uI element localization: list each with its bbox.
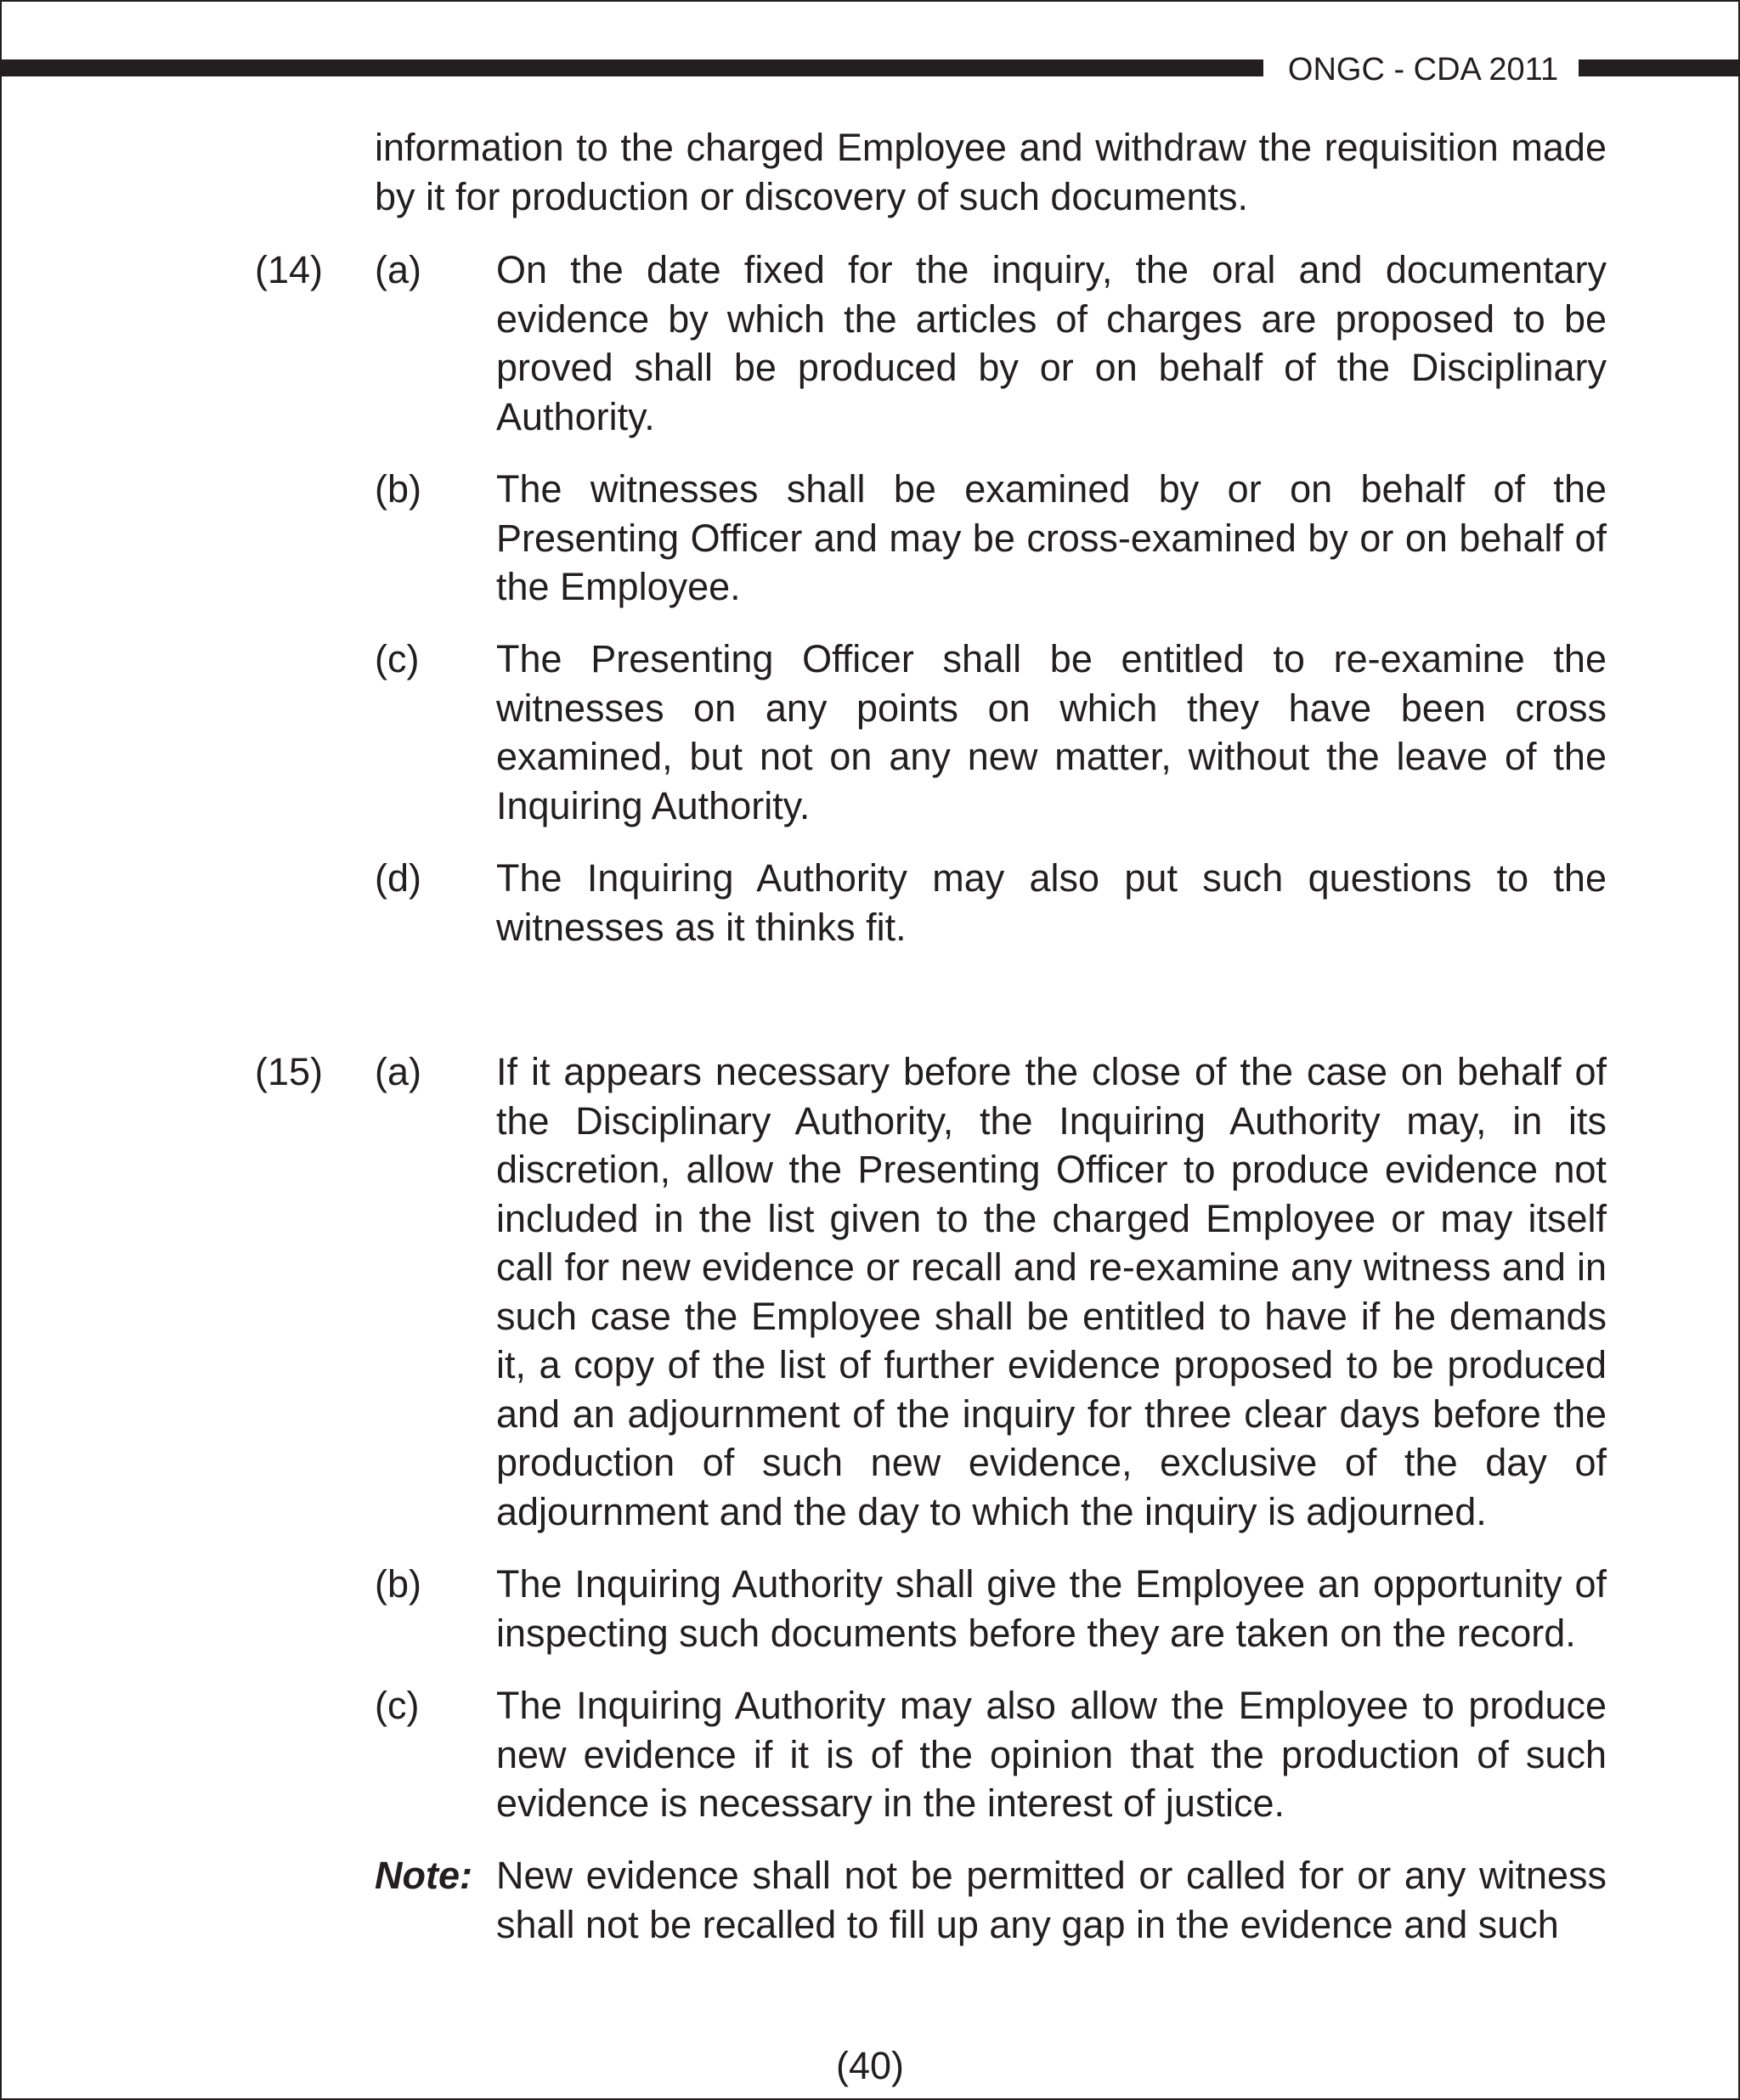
clause-number: (14) <box>255 248 324 291</box>
note-text: New evidence shall not be permitted or called for or any witness shall not be recalled to fill up any gap in the evidence and such <box>496 1854 1607 1946</box>
note-label: Note: <box>375 1854 472 1897</box>
item-label: (c) <box>375 637 420 680</box>
item-text: On the date fixed for the inquiry, the oral and documentary evidence by which the articles of charges are proposed to be proved shall be produced by or on behalf of the Disciplinary Authority. <box>496 248 1607 438</box>
item-label: (b) <box>375 1562 421 1606</box>
clause-number: (15) <box>255 1050 324 1093</box>
header-rule-right <box>1579 59 1740 76</box>
header-title: ONGC - CDA 2011 <box>1287 52 1559 88</box>
intro-paragraph: information to the charged Employee and withdraw the requisition made by it for production or discovery of such documents. <box>375 126 1607 218</box>
item-label: (c) <box>375 1684 420 1727</box>
item-text: If it appears necessary before the close of the case on behalf of the Disciplinary Authority, the Inquiring Authority may, in its discretion, allow the Presenting Officer to produce evidence not included in the list given to the charged Employee or may itself call for new evidence or recall and re-examine any witness and in such case the Employee shall be entitled to have if he demands it, a copy of the list of further evidence proposed to be produced and an adjournment of the inquiry for three clear days before the production of such new evidence, exclusive of the day of adjournment and the day to which the inquiry is adjourned. <box>496 1050 1607 1533</box>
item-text: The witnesses shall be examined by or on behalf of the Presenting Officer and may be cross-examined by or on behalf of the Employee. <box>496 467 1607 608</box>
item-text: The Inquiring Authority shall give the Employee an opportunity of inspecting such documents before they are taken on the record. <box>496 1562 1607 1655</box>
item-label: (d) <box>375 856 421 900</box>
item-label: (a) <box>375 1050 421 1093</box>
item-text: The Presenting Officer shall be entitled to re-examine the witnesses on any points on which they have been cross examined, but not on any new matter, without the leave of the Inquiring Authority. <box>496 637 1607 827</box>
page-number: (40) <box>835 2044 905 2087</box>
item-label: (b) <box>375 467 421 511</box>
item-text: The Inquiring Authority may also put such questions to the witnesses as it thinks fit. <box>496 856 1607 949</box>
header-rule-left <box>0 59 1263 76</box>
item-text: The Inquiring Authority may also allow the Employee to produce new evidence if it is of the opinion that the production of such evidence is necessary in the interest of justice. <box>496 1684 1607 1825</box>
item-label: (a) <box>375 248 421 291</box>
